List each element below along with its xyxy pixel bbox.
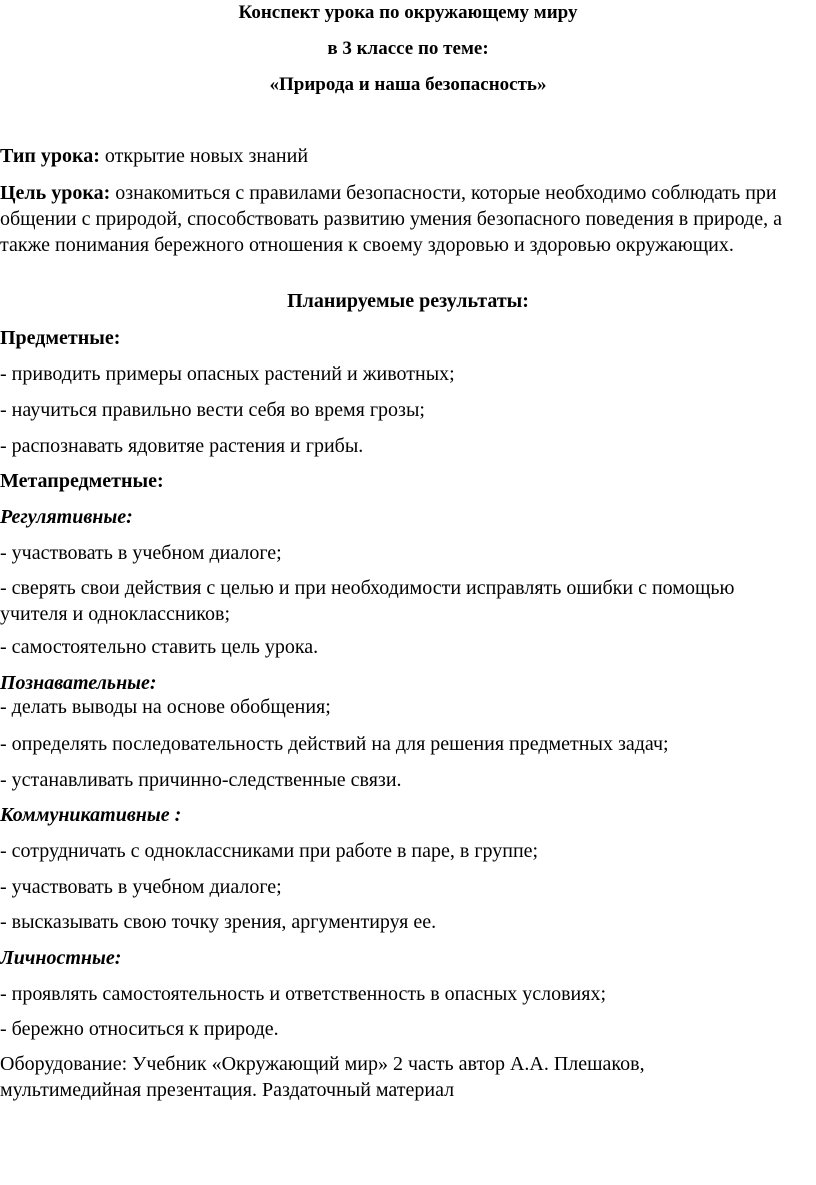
title-line-3: «Природа и наша безопасность» <box>269 74 547 95</box>
cognitive-item: - определять последовательность действий на для решения предметных задач; <box>0 733 669 755</box>
lesson-goal-label: Цель урока: <box>0 182 111 204</box>
communicative-item: - сотрудничать с одноклассниками при работе в паре, в группе; <box>0 840 539 862</box>
lesson-goal <box>0 180 800 258</box>
communicative-item: - участвовать в учебном диалоге; <box>0 876 282 898</box>
subject-item: - научиться правильно вести себя во время грозы; <box>0 399 425 421</box>
regulatory-item: - сверять свои действия с целью и при необходимости исправлять ошибки с помощью учителя и одноклассников; <box>0 577 735 625</box>
lesson-type-value: открытие новых знаний <box>99 145 309 167</box>
equipment-text: Оборудование: Учебник «Окружающий мир» 2 часть автор А.А. Плешаков, мультимедийная презентация. Раздаточный материал <box>0 1053 645 1101</box>
communicative-item: - высказывать свою точку зрения, аргументируя ее. <box>0 911 437 933</box>
communicative-heading: Коммуникативные : <box>0 804 182 826</box>
subject-item: - распознавать ядовитяе растения и грибы. <box>0 435 364 457</box>
lesson-goal-value: ознакомиться с правилами безопасности, которые необходимо соблюдать при общении с природой, способствовать развитию умения безопасного поведения в природе, а также понимания бережного отношения к своему здоровью и здоровью окружающих. <box>0 182 782 256</box>
results-heading: Планируемые результаты: <box>287 290 529 312</box>
title-line-2: в 3 классе по теме: <box>327 38 489 59</box>
personal-item: - бережно относиться к природе. <box>0 1018 279 1040</box>
cognitive-item: - делать выводы на основе обобщения; <box>0 696 331 718</box>
cognitive-item: - устанавливать причинно-следственные связи. <box>0 769 402 791</box>
cognitive-heading: Познавательные: <box>0 672 157 694</box>
meta-heading: Метапредметные: <box>0 470 164 492</box>
subject-heading: Предметные: <box>0 327 121 349</box>
regulatory-item: - участвовать в учебном диалоге; <box>0 542 282 564</box>
regulatory-item: - самостоятельно ставить цель урока. <box>0 636 319 658</box>
regulatory-heading: Регулятивные: <box>0 506 133 528</box>
personal-item: - проявлять самостоятельность и ответственность в опасных условиях; <box>0 983 607 1005</box>
title-line-1: Конспект урока по окружающему миру <box>238 2 578 23</box>
personal-heading: Личностные: <box>0 947 122 969</box>
subject-item: - приводить примеры опасных растений и животных; <box>0 363 455 385</box>
lesson-type <box>0 143 805 170</box>
lesson-type-label: Тип урока: <box>0 145 100 167</box>
